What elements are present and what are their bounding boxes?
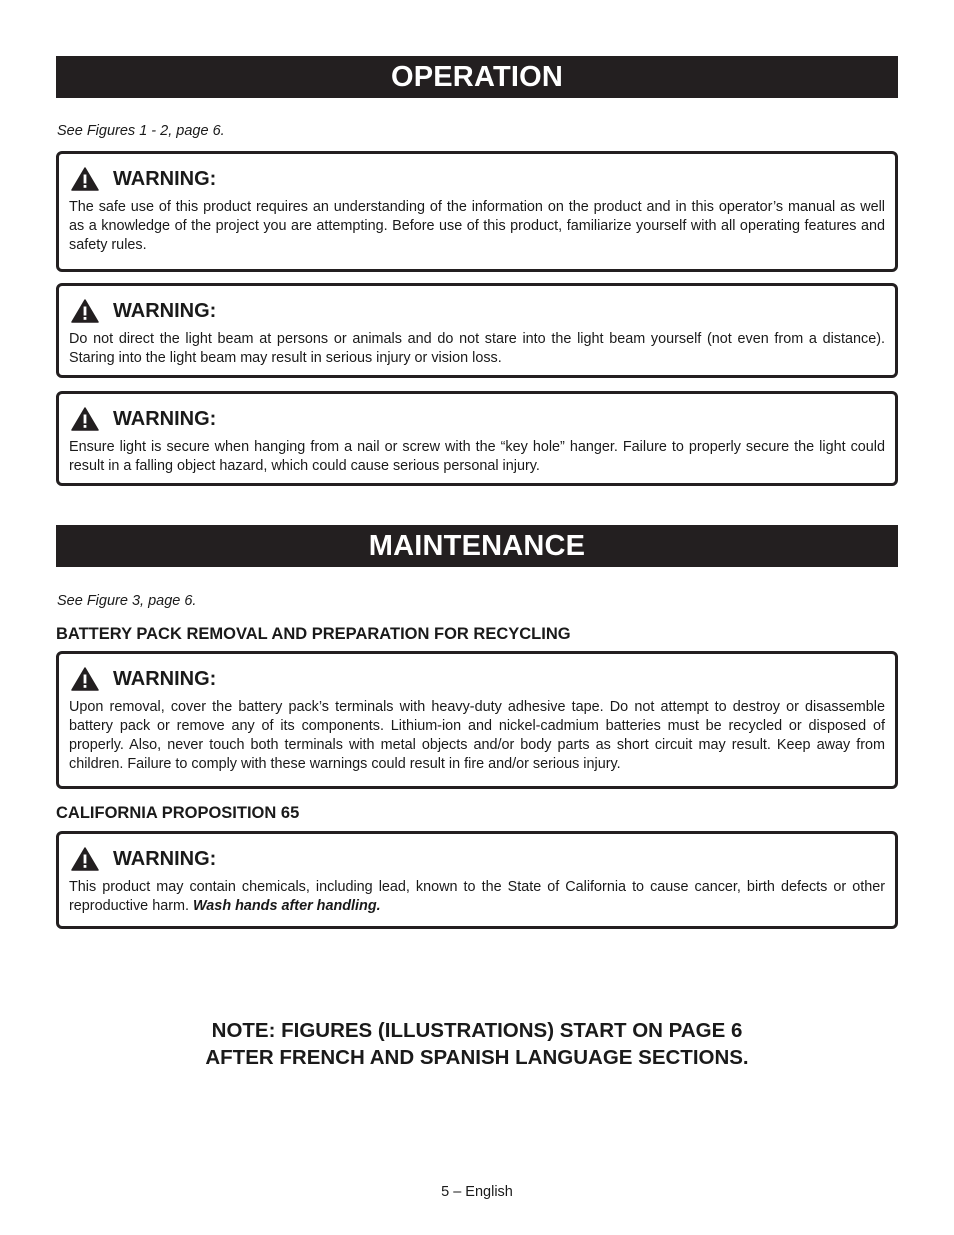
warning-triangle-icon: [71, 167, 99, 191]
warning-triangle-icon: [71, 407, 99, 431]
warning-text: Do not direct the light beam at persons or animals and do not stare into the light beam yourself (not even from a distance). Staring into the light beam may result in serious injury or vision loss.: [69, 331, 885, 366]
warning-triangle-icon: [71, 847, 99, 871]
warning-text: Ensure light is secure when hanging from a nail or screw with the “key hole” hanger. Failure to properly secure the light could result in a falling object hazard, which could cause serious personal injury.: [69, 439, 885, 474]
warning-text: [69, 878, 885, 916]
warning-text: The safe use of this product requires an understanding of the information on the product and in this operator’s manual as well as a knowledge of the project you are attempting. Before use of this product, familiarize yourself with all operating features and safety rules.: [69, 199, 885, 253]
page-footer: 5 – English: [441, 1184, 513, 1200]
operation-section-title: OPERATION: [56, 56, 898, 98]
warning-title: WARNING:: [113, 667, 217, 690]
figures-note-line-1: NOTE: FIGURES (ILLUSTRATIONS) START ON PAGE 6: [211, 1019, 743, 1042]
warning-title: WARNING:: [113, 847, 217, 870]
warning-triangle-icon: [71, 299, 99, 323]
warning-title: WARNING:: [113, 299, 217, 322]
warning-box-light-beam: [56, 283, 898, 378]
warning-box-prop65: [56, 831, 898, 929]
prop65-text: This product may contain chemicals, including lead, known to the State of California to cause cancer, birth defects or other reproductive harm.: [69, 879, 885, 914]
prop65-heading: CALIFORNIA PROPOSITION 65: [56, 804, 300, 822]
warning-triangle-icon: [71, 667, 99, 691]
prop65-emphasis: Wash hands after handling.: [192, 898, 381, 914]
warning-box-safe-use: [56, 151, 898, 272]
warning-text: Upon removal, cover the battery pack’s terminals with heavy-duty adhesive tape. Do not attempt to destroy or disassemble battery pack or remove any of its components. Lithium-ion and nickel-cadmium batteries must be recycled or disposed of properly. Also, never touch both terminals with metal objects and/or body parts as short circuit may result. Keep away from children. Failure to comply with these warnings could result in fire and/or serious injury.: [69, 699, 885, 772]
maintenance-section-title: MAINTENANCE: [56, 525, 898, 567]
warning-box-hanger: [56, 391, 898, 486]
warning-title: WARNING:: [113, 167, 217, 190]
maintenance-figure-reference: See Figure 3, page 6.: [57, 593, 197, 609]
figures-note-line-2: AFTER FRENCH AND SPANISH LANGUAGE SECTIONS.: [205, 1046, 749, 1069]
operation-figure-reference: See Figures 1 - 2, page 6.: [57, 123, 225, 139]
warning-title: WARNING:: [113, 407, 217, 430]
battery-recycling-heading: BATTERY PACK REMOVAL AND PREPARATION FOR RECYCLING: [56, 625, 571, 643]
warning-box-battery: [56, 651, 898, 789]
